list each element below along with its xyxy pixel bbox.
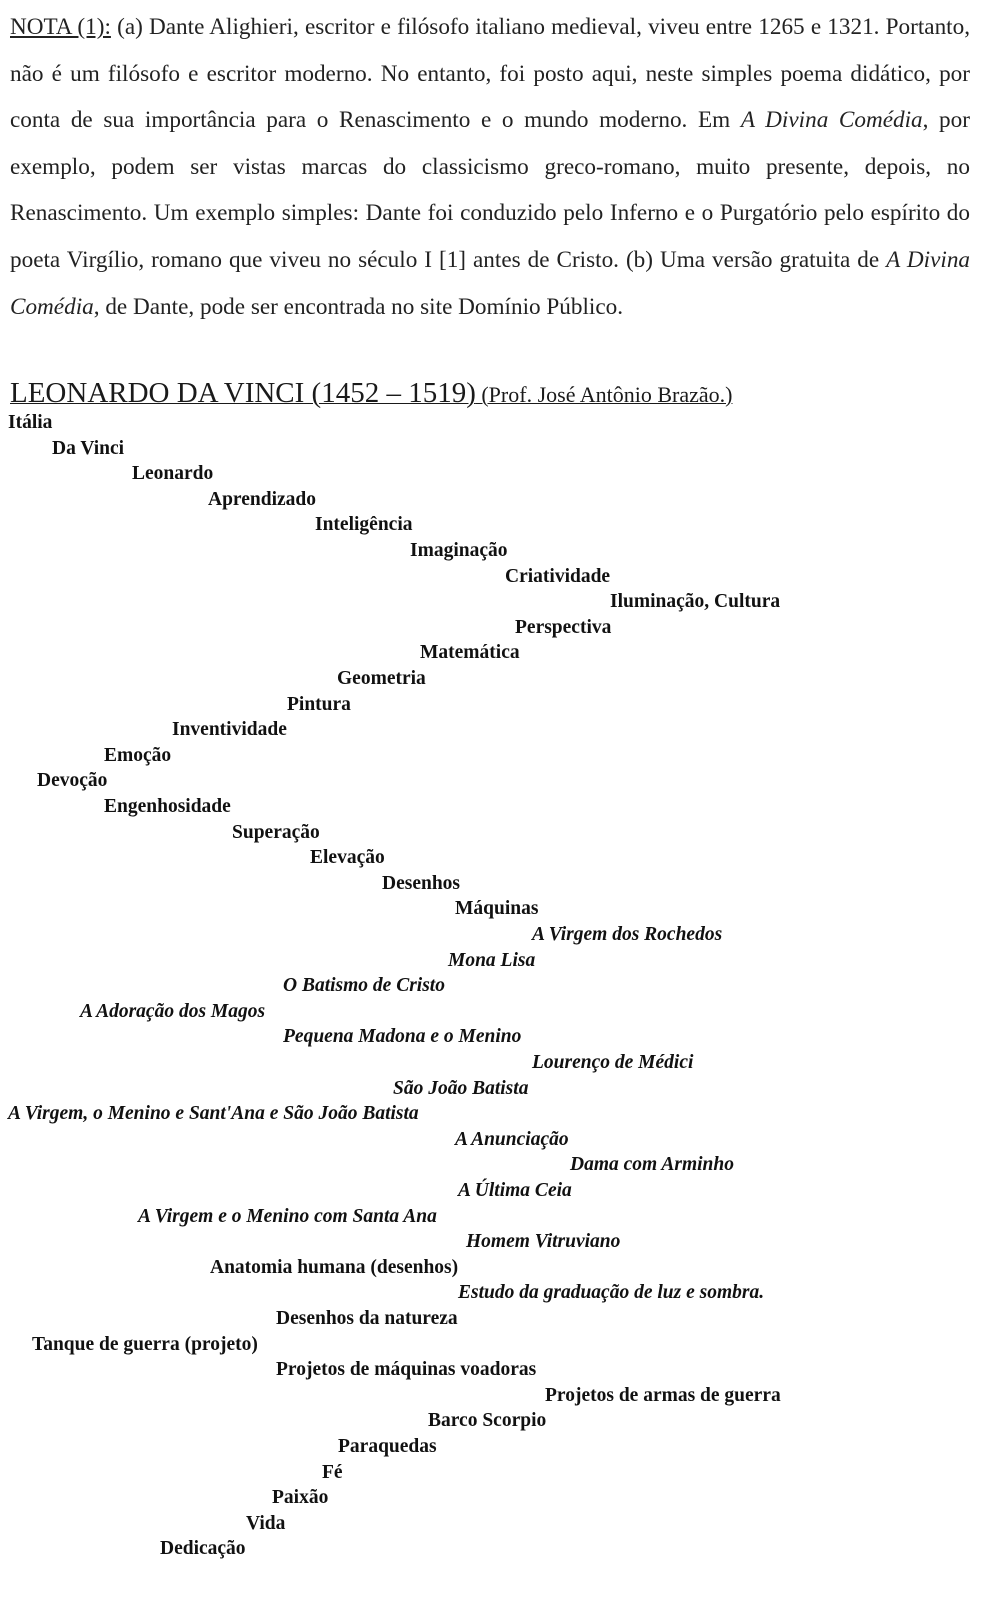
poem-line: Leonardo (132, 463, 214, 485)
poem-line: Projetos de armas de guerra (545, 1384, 781, 1406)
poem-line: Elevação (310, 847, 385, 869)
poem-title (10, 377, 732, 410)
poem-line: Desenhos (382, 872, 461, 894)
poem-line: Dama com Arminho (570, 1154, 734, 1176)
poem-line: O Batismo de Cristo (283, 975, 445, 997)
poem-line: A Adoração dos Magos (80, 1000, 266, 1022)
poem-line: Máquinas (455, 898, 539, 920)
poem-line: Pequena Madona e o Menino (283, 1026, 522, 1048)
poem-line: Dedicação (160, 1538, 246, 1560)
poem-line: Barco Scorpio (428, 1410, 547, 1432)
poem-line: Emoção (104, 744, 172, 766)
poem-line: Vida (246, 1512, 286, 1534)
poem-line: Anatomia humana (desenhos) (210, 1256, 459, 1278)
footnote-text-part-2: , por exemplo, podem ser vistas marcas do classicismo greco-romano, muito presente, depois, no Renascimento. Um exemplo simples: Dante foi conduzido pelo Inferno e o Purgatório pelo espírito do poeta Virgílio, romano que viveu no século I [1] antes de Cristo. (b) Uma versão gratuita de (10, 107, 970, 273)
poem-line: Iluminação, Cultura (610, 591, 781, 613)
poem-line: Tanque de guerra (projeto) (32, 1333, 258, 1355)
poem-author: (Prof. José Antônio Brazão.) (475, 382, 733, 407)
footnote-paragraph (10, 4, 970, 330)
poem-line: Da Vinci (52, 437, 125, 459)
footnote-work-title-1: A Divina Comédia (740, 107, 923, 134)
poem-line: Mona Lisa (448, 949, 536, 971)
poem-line: Itália (8, 412, 53, 433)
poem-line: Devoção (37, 770, 108, 792)
poem-line: Criatividade (505, 565, 611, 587)
poem-line: Desenhos da natureza (276, 1308, 458, 1329)
poem-line: Paraquedas (338, 1436, 437, 1457)
poem-line: Lourenço de Médici (532, 1052, 694, 1073)
poem-line: Imaginação (410, 540, 508, 561)
poem-line: A Virgem dos Rochedos (532, 924, 723, 945)
poem-line: Inventividade (172, 719, 287, 741)
poem-line: A Última Ceia (458, 1180, 572, 1201)
poem-line: A Anunciação (455, 1128, 569, 1150)
footnote-label: NOTA (1): (10, 14, 111, 40)
poem-title-main: LEONARDO DA VINCI (1452 – 1519) (10, 377, 476, 409)
poem-line: Aprendizado (208, 488, 316, 510)
poem-line: Superação (232, 821, 320, 843)
poem-line: Homem Vitruviano (466, 1231, 621, 1253)
poem-line: Geometria (337, 668, 426, 689)
poem-line: Perspectiva (515, 616, 612, 638)
footnote-text-part-3: , de Dante, pode ser encontrada no site Domínio Público. (93, 293, 624, 320)
poem-line: A Virgem, o Menino e Sant'Ana e São João Batista (8, 1103, 419, 1125)
poem-line: A Virgem e o Menino com Santa Ana (138, 1205, 437, 1227)
poem-line: Engenhosidade (104, 796, 231, 817)
poem-line: São João Batista (393, 1077, 529, 1099)
poem-line: Fé (322, 1461, 343, 1483)
poem-line: Pintura (287, 693, 351, 715)
poem-line: Paixão (272, 1487, 329, 1509)
footnote-text-part-1: (a) Dante Alighieri, escritor e filósofo italiano medieval, viveu entre 1265 e 1321. Portanto, não é um filósofo e escritor moderno. No entanto, foi posto aqui, neste simples poema didático, por conta de sua importância para o Renascimento e o mundo moderno. Em (10, 14, 970, 134)
poem-line: Matemática (420, 642, 520, 664)
poem-line: Projetos de máquinas voadoras (276, 1359, 537, 1381)
poem-line: Inteligência (315, 514, 413, 536)
footnote-work-title-2: A Divina Comédia (10, 246, 971, 320)
poem-line: Estudo da graduação de luz e sombra. (458, 1282, 765, 1304)
